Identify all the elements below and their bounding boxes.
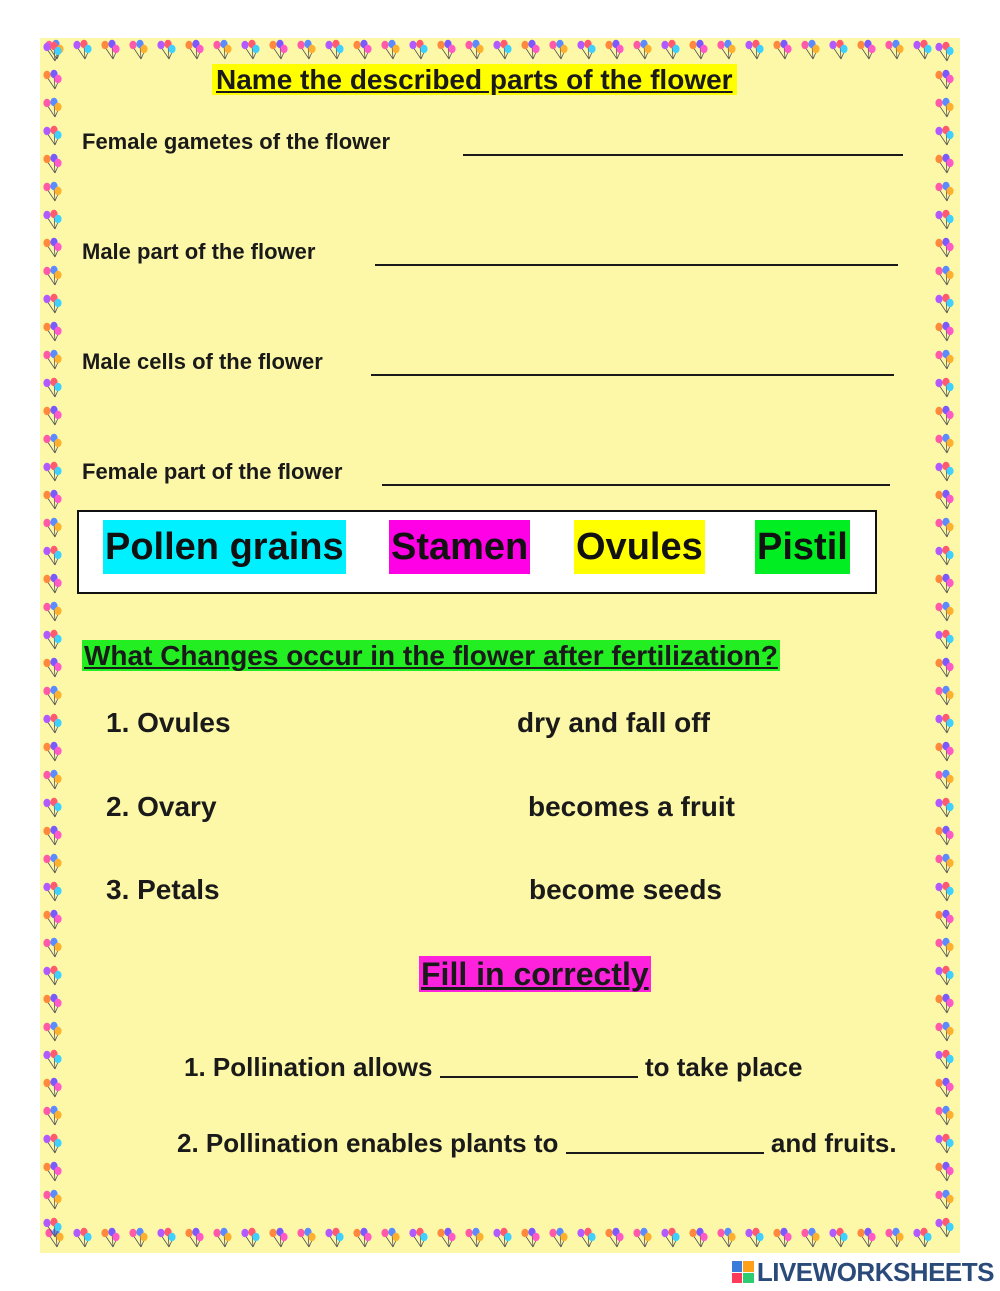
balloon-bunch-icon — [933, 349, 955, 371]
balloon-bunch-icon — [41, 125, 63, 147]
balloon-bunch-icon — [933, 993, 955, 1015]
balloon-bunch-icon — [41, 657, 63, 679]
balloon-bunch-icon — [351, 1227, 373, 1249]
fill-2-after: and fruits. — [770, 1128, 897, 1158]
balloon-bunch-icon — [933, 1189, 955, 1211]
balloon-bunch-icon — [41, 433, 63, 455]
section-fill-heading — [419, 956, 651, 993]
balloon-bunch-icon — [933, 1021, 955, 1043]
balloon-bunch-icon — [41, 377, 63, 399]
match-left-3[interactable]: 3. Petals — [106, 874, 220, 905]
balloon-bunch-icon — [41, 1189, 63, 1211]
balloon-bunch-icon — [933, 209, 955, 231]
balloon-bunch-icon — [575, 39, 597, 61]
balloon-bunch-icon — [933, 433, 955, 455]
balloon-bunch-icon — [41, 237, 63, 259]
decorative-border-left — [40, 38, 64, 1253]
balloon-bunch-icon — [41, 629, 63, 651]
balloon-bunch-icon — [41, 601, 63, 623]
balloon-bunch-icon — [547, 39, 569, 61]
balloon-bunch-icon — [933, 517, 955, 539]
balloon-bunch-icon — [41, 461, 63, 483]
fill-2-before: 2. Pollination enables plants to — [177, 1128, 559, 1158]
answer-field-3[interactable] — [371, 356, 894, 376]
balloon-bunch-icon — [911, 1227, 933, 1249]
balloon-bunch-icon — [933, 769, 955, 791]
balloon-bunch-icon — [239, 1227, 261, 1249]
balloon-bunch-icon — [933, 937, 955, 959]
word-pistil[interactable]: Pistil — [755, 520, 850, 574]
match-left-2[interactable]: 2. Ovary — [106, 791, 217, 822]
question-3-label: Male cells of the flower — [82, 349, 323, 374]
balloon-bunch-icon — [211, 39, 233, 61]
balloon-bunch-icon — [933, 1133, 955, 1155]
balloon-bunch-icon — [933, 797, 955, 819]
balloon-bunch-icon — [41, 825, 63, 847]
question-2-label: Male part of the flower — [82, 239, 316, 264]
balloon-bunch-icon — [659, 39, 681, 61]
balloon-bunch-icon — [41, 1161, 63, 1183]
balloon-bunch-icon — [41, 965, 63, 987]
balloon-bunch-icon — [933, 1105, 955, 1127]
balloon-bunch-icon — [41, 1049, 63, 1071]
section-fertilization-title: What Changes occur in the flower after fertilization? — [84, 640, 778, 671]
fill-2-blank[interactable] — [566, 1134, 764, 1154]
worksheet-title — [212, 64, 737, 96]
balloon-bunch-icon — [41, 265, 63, 287]
balloon-bunch-icon — [41, 321, 63, 343]
balloon-bunch-icon — [295, 1227, 317, 1249]
balloon-bunch-icon — [933, 461, 955, 483]
balloon-bunch-icon — [41, 993, 63, 1015]
balloon-bunch-icon — [933, 657, 955, 679]
section-fill-title: Fill in correctly — [421, 956, 649, 992]
balloon-bunch-icon — [715, 1227, 737, 1249]
balloon-bunch-icon — [855, 1227, 877, 1249]
balloon-bunch-icon — [295, 39, 317, 61]
balloon-bunch-icon — [933, 1049, 955, 1071]
balloon-bunch-icon — [41, 69, 63, 91]
balloon-bunch-icon — [603, 39, 625, 61]
liveworksheets-brand: LIVEWORKSHEETS — [756, 1256, 994, 1287]
balloon-bunch-icon — [183, 39, 205, 61]
balloon-bunch-icon — [183, 1227, 205, 1249]
fill-sentence-1 — [184, 1052, 802, 1083]
decorative-border-top — [40, 38, 960, 62]
word-pollen-grains[interactable]: Pollen grains — [103, 520, 346, 574]
balloon-bunch-icon — [933, 573, 955, 595]
balloon-bunch-icon — [41, 1217, 63, 1239]
balloon-bunch-icon — [933, 853, 955, 875]
balloon-bunch-icon — [743, 1227, 765, 1249]
liveworksheets-logo[interactable] — [732, 1258, 994, 1286]
balloon-bunch-icon — [631, 39, 653, 61]
balloon-bunch-icon — [127, 39, 149, 61]
balloon-bunch-icon — [211, 1227, 233, 1249]
balloon-bunch-icon — [659, 1227, 681, 1249]
balloon-bunch-icon — [933, 1077, 955, 1099]
word-bank — [77, 510, 877, 594]
balloon-bunch-icon — [771, 1227, 793, 1249]
balloon-bunch-icon — [933, 545, 955, 567]
balloon-bunch-icon — [933, 405, 955, 427]
balloon-bunch-icon — [631, 1227, 653, 1249]
balloon-bunch-icon — [41, 713, 63, 735]
question-1-label: Female gametes of the flower — [82, 129, 391, 154]
balloon-bunch-icon — [799, 39, 821, 61]
balloon-bunch-icon — [933, 125, 955, 147]
balloon-bunch-icon — [41, 209, 63, 231]
balloon-bunch-icon — [883, 39, 905, 61]
balloon-bunch-icon — [855, 39, 877, 61]
title-text: Name the described parts of the flower — [212, 64, 737, 95]
balloon-bunch-icon — [41, 1133, 63, 1155]
balloon-bunch-icon — [933, 965, 955, 987]
balloon-bunch-icon — [267, 1227, 289, 1249]
match-right-2[interactable]: becomes a fruit — [528, 791, 735, 822]
balloon-bunch-icon — [41, 937, 63, 959]
balloon-bunch-icon — [435, 39, 457, 61]
balloon-bunch-icon — [379, 39, 401, 61]
balloon-bunch-icon — [463, 39, 485, 61]
section-fertilization-heading — [82, 640, 780, 672]
balloon-bunch-icon — [379, 1227, 401, 1249]
balloon-bunch-icon — [41, 881, 63, 903]
balloon-bunch-icon — [239, 39, 261, 61]
balloon-bunch-icon — [491, 39, 513, 61]
balloon-bunch-icon — [827, 1227, 849, 1249]
balloon-bunch-icon — [41, 1105, 63, 1127]
balloon-bunch-icon — [41, 41, 63, 63]
balloon-bunch-icon — [933, 909, 955, 931]
balloon-bunch-icon — [41, 405, 63, 427]
balloon-bunch-icon — [519, 1227, 541, 1249]
balloon-bunch-icon — [41, 293, 63, 315]
balloon-bunch-icon — [407, 39, 429, 61]
balloon-bunch-icon — [933, 489, 955, 511]
balloon-bunch-icon — [715, 39, 737, 61]
balloon-bunch-icon — [41, 909, 63, 931]
balloon-bunch-icon — [933, 1217, 955, 1239]
balloon-bunch-icon — [155, 39, 177, 61]
balloon-bunch-icon — [933, 1161, 955, 1183]
balloon-bunch-icon — [41, 685, 63, 707]
balloon-bunch-icon — [933, 69, 955, 91]
balloon-bunch-icon — [603, 1227, 625, 1249]
balloon-bunch-icon — [743, 39, 765, 61]
balloon-bunch-icon — [687, 1227, 709, 1249]
balloon-bunch-icon — [323, 39, 345, 61]
balloon-bunch-icon — [933, 97, 955, 119]
balloon-bunch-icon — [933, 181, 955, 203]
balloon-bunch-icon — [883, 1227, 905, 1249]
balloon-bunch-icon — [71, 39, 93, 61]
fill-sentence-2 — [177, 1128, 897, 1159]
balloon-bunch-icon — [41, 741, 63, 763]
balloon-bunch-icon — [799, 1227, 821, 1249]
balloon-bunch-icon — [933, 237, 955, 259]
balloon-bunch-icon — [41, 853, 63, 875]
balloon-bunch-icon — [933, 713, 955, 735]
match-right-3[interactable]: become seeds — [529, 874, 722, 905]
balloon-bunch-icon — [41, 153, 63, 175]
balloon-bunch-icon — [41, 769, 63, 791]
balloon-bunch-icon — [491, 1227, 513, 1249]
balloon-bunch-icon — [435, 1227, 457, 1249]
fill-1-before: 1. Pollination allows — [184, 1052, 433, 1082]
balloon-bunch-icon — [71, 1227, 93, 1249]
balloon-bunch-icon — [41, 97, 63, 119]
answer-field-4[interactable] — [382, 466, 890, 486]
balloon-bunch-icon — [771, 39, 793, 61]
balloon-bunch-icon — [99, 1227, 121, 1249]
word-stamen[interactable]: Stamen — [389, 520, 530, 574]
balloon-bunch-icon — [933, 153, 955, 175]
balloon-bunch-icon — [127, 1227, 149, 1249]
decorative-border-bottom — [40, 1226, 960, 1250]
balloon-bunch-icon — [933, 601, 955, 623]
balloon-bunch-icon — [463, 1227, 485, 1249]
balloon-bunch-icon — [933, 741, 955, 763]
question-4-label: Female part of the flower — [82, 459, 343, 484]
balloon-bunch-icon — [41, 573, 63, 595]
fill-1-blank[interactable] — [440, 1058, 638, 1078]
balloon-bunch-icon — [933, 685, 955, 707]
balloon-bunch-icon — [519, 39, 541, 61]
balloon-bunch-icon — [827, 39, 849, 61]
balloon-bunch-icon — [933, 41, 955, 63]
balloon-bunch-icon — [933, 629, 955, 651]
balloon-bunch-icon — [41, 489, 63, 511]
liveworksheets-icon — [732, 1261, 754, 1283]
match-right-1[interactable]: dry and fall off — [517, 707, 710, 738]
balloon-bunch-icon — [41, 1077, 63, 1099]
balloon-bunch-icon — [323, 1227, 345, 1249]
balloon-bunch-icon — [41, 797, 63, 819]
balloon-bunch-icon — [155, 1227, 177, 1249]
balloon-bunch-icon — [41, 545, 63, 567]
word-ovules[interactable]: Ovules — [574, 520, 705, 574]
balloon-bunch-icon — [933, 265, 955, 287]
match-left-1[interactable]: 1. Ovules — [106, 707, 231, 738]
balloon-bunch-icon — [41, 517, 63, 539]
balloon-bunch-icon — [407, 1227, 429, 1249]
balloon-bunch-icon — [911, 39, 933, 61]
balloon-bunch-icon — [933, 825, 955, 847]
balloon-bunch-icon — [575, 1227, 597, 1249]
balloon-bunch-icon — [933, 321, 955, 343]
balloon-bunch-icon — [933, 881, 955, 903]
balloon-bunch-icon — [267, 39, 289, 61]
balloon-bunch-icon — [933, 293, 955, 315]
answer-field-2[interactable] — [375, 246, 898, 266]
answer-field-1[interactable] — [463, 136, 903, 156]
balloon-bunch-icon — [41, 1021, 63, 1043]
decorative-border-right — [932, 38, 956, 1253]
balloon-bunch-icon — [547, 1227, 569, 1249]
balloon-bunch-icon — [687, 39, 709, 61]
balloon-bunch-icon — [41, 349, 63, 371]
balloon-bunch-icon — [351, 39, 373, 61]
balloon-bunch-icon — [99, 39, 121, 61]
balloon-bunch-icon — [933, 377, 955, 399]
fill-1-after: to take place — [644, 1052, 803, 1082]
balloon-bunch-icon — [41, 181, 63, 203]
